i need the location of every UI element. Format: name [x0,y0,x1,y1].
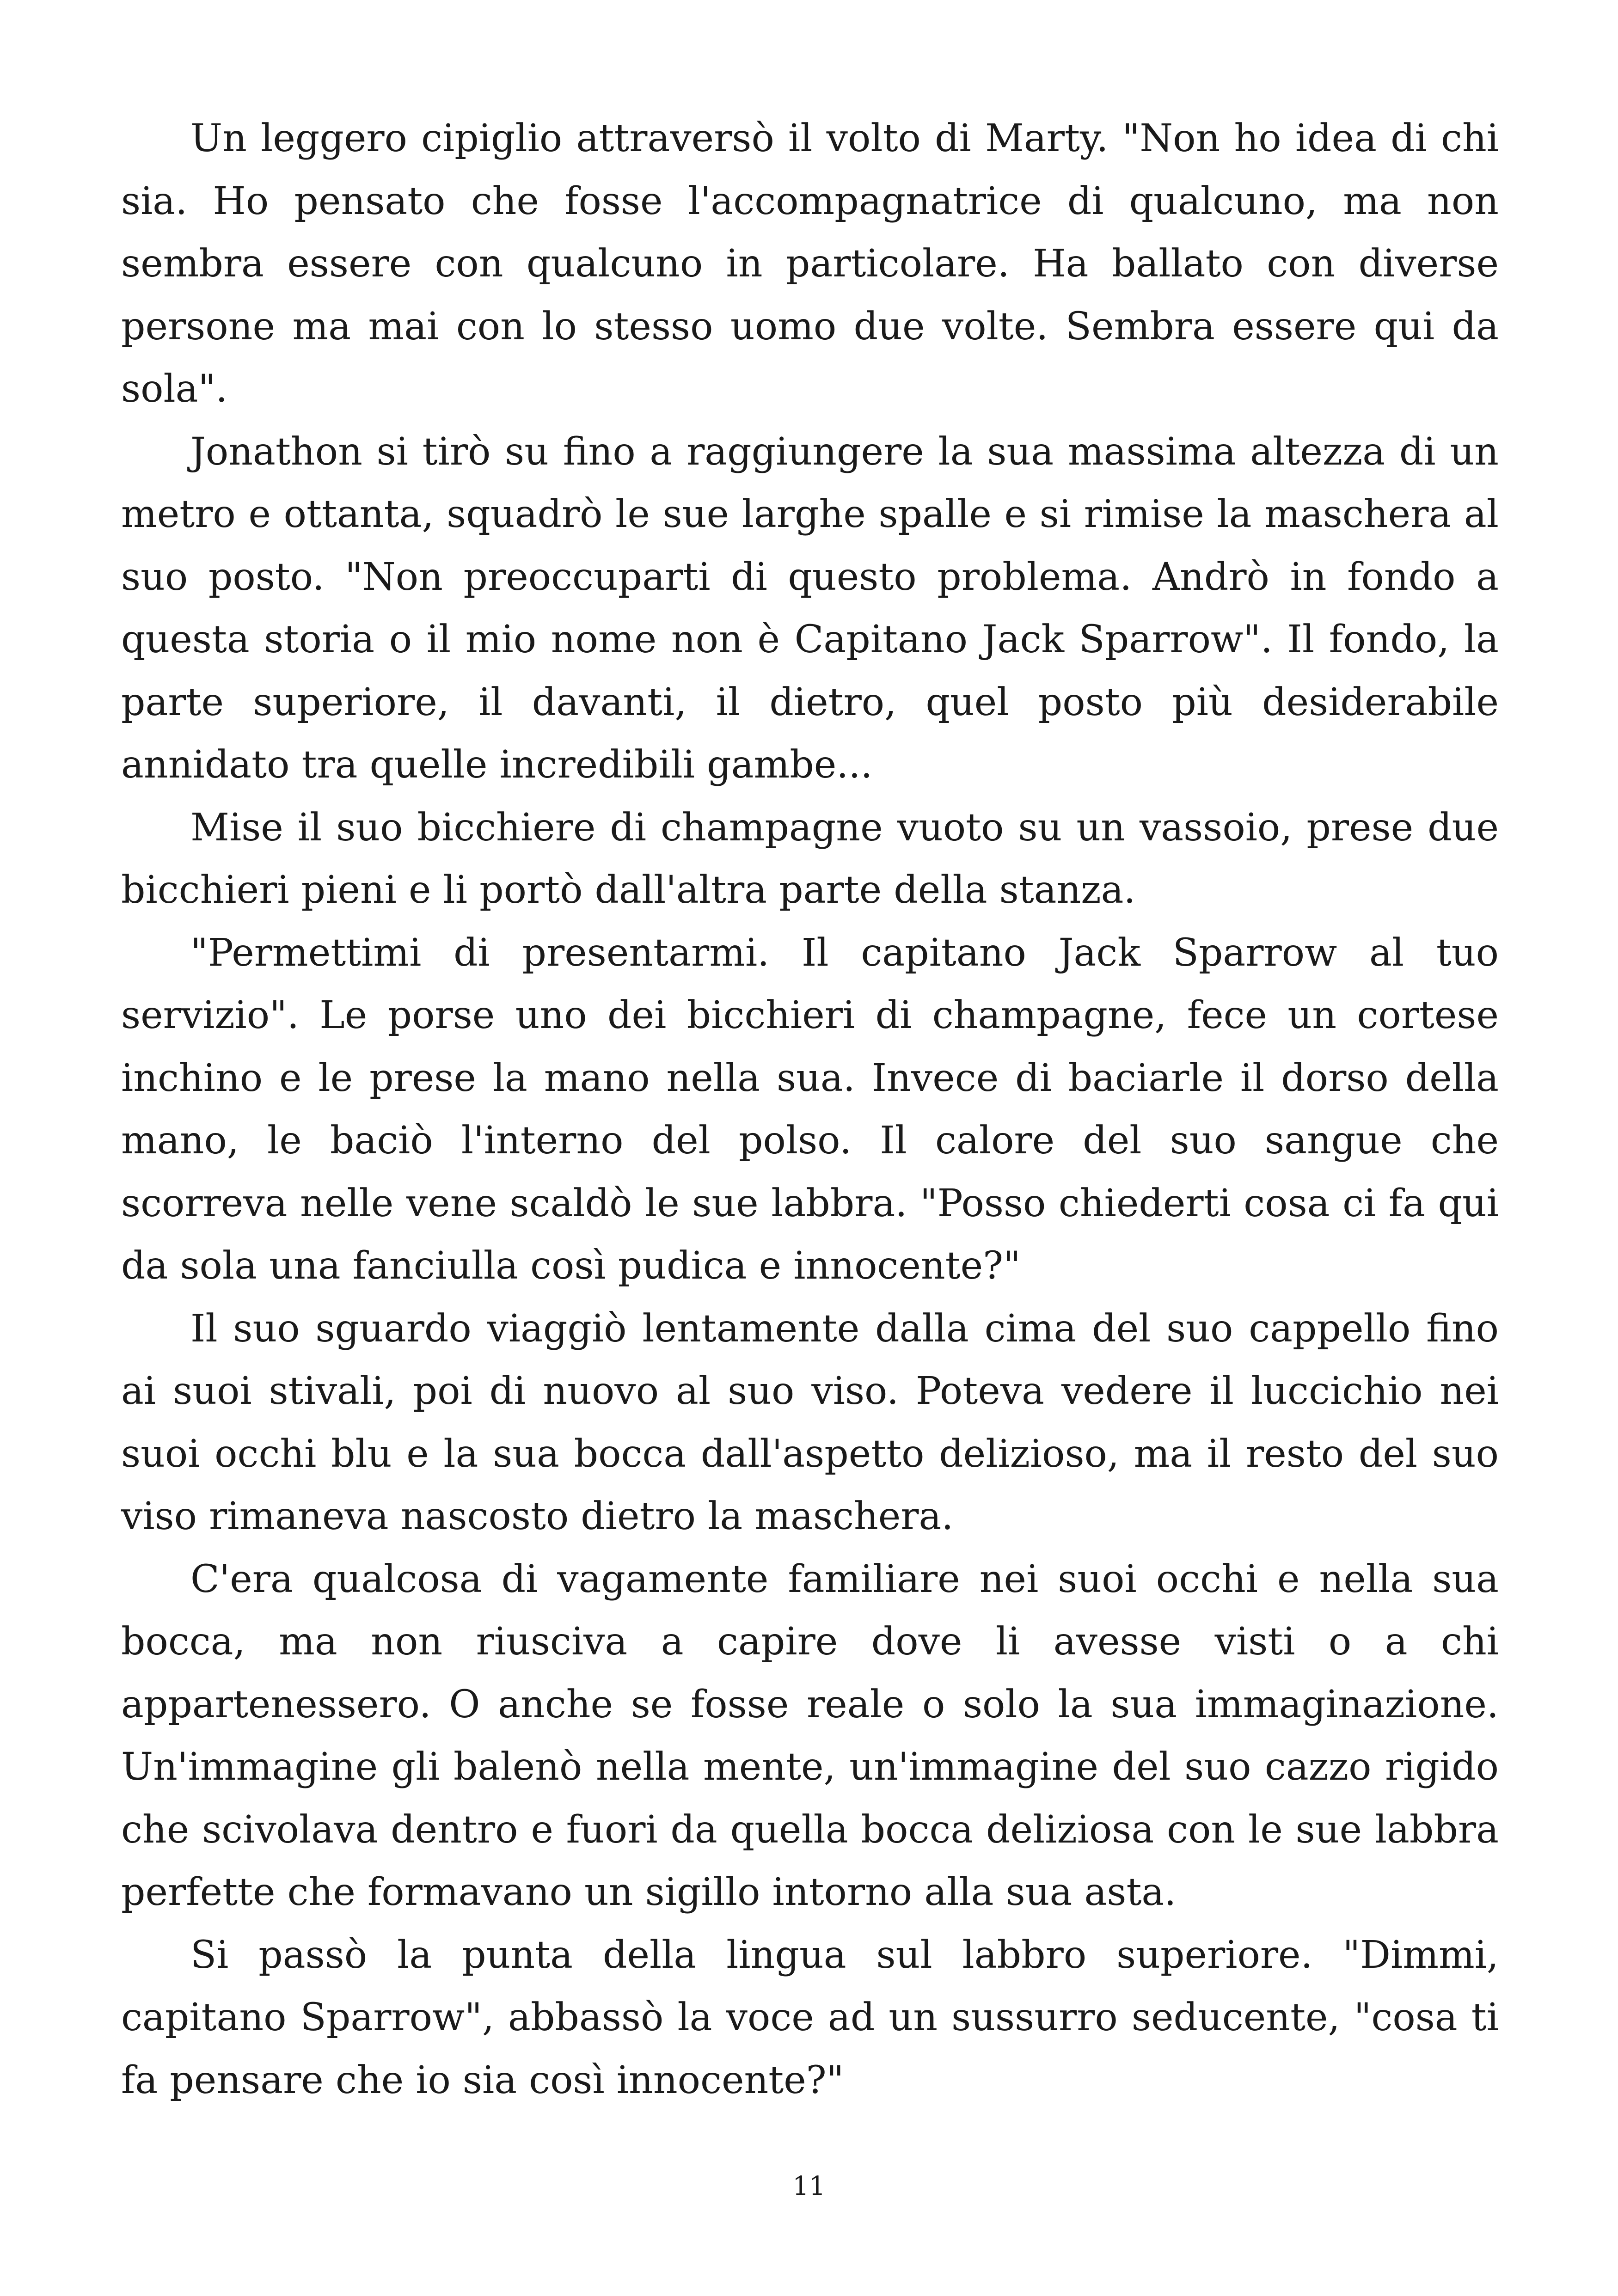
paragraph-7: Si passò la punta della lingua sul labbro superiore. "Dimmi, capitano Sparrow", abbassò la voce ad un sussurro seducente, "cosa ti fa pensare che io sia così innocente?" [121,1933,1499,2102]
body-text [121,107,1499,2112]
paragraph-4: "Permettimi di presentarmi. Il capitano Jack Sparrow al tuo servizio". Le porse uno dei bicchieri di champagne, fece un cortese inchino e le prese la mano nella sua. Invece di baciarle il dorso della mano, le baciò l'interno del polso. Il calore del suo sangue che scorreva nelle vene scaldò le sue labbra. "Posso chiederti cosa ci fa qui da sola una fanciulla così pudica e innocente?" [121,931,1499,1288]
paragraph-6: C'era qualcosa di vagamente familiare nei suoi occhi e nella sua bocca, ma non riusciva a capire dove li avesse visti o a chi appartenessero. O anche se fosse reale o solo la sua immaginazione. Un'immagine gli balenò nella mente, un'immagine del suo cazzo rigido che scivolava dentro e fuori da quella bocca deliziosa con le sue labbra perfette che formavano un sigillo intorno alla sua asta. [121,1557,1499,1914]
paragraph-5: Il suo sguardo viaggiò lentamente dalla cima del suo cappello fino ai suoi stivali, poi di nuovo al suo viso. Poteva vedere il luccichio nei suoi occhi blu e la sua bocca dall'aspetto delizioso, ma il resto del suo viso rimaneva nascosto dietro la maschera. [121,1306,1499,1538]
paragraph-3: Mise il suo bicchiere di champagne vuoto su un vassoio, prese due bicchieri pieni e li portò dall'altra parte della stanza. [121,805,1499,912]
paragraph-1: Un leggero cipiglio attraversò il volto di Marty. "Non ho idea di chi sia. Ho pensato che fosse l'accompagnatrice di qualcuno, ma non sembra essere con qualcuno in particolare. Ha ballato con diverse persone ma mai con lo stesso uomo due volte. Sembra essere qui da sola". [121,116,1499,411]
paragraph-2: Jonathon si tirò su fino a raggiungere la sua massima altezza di un metro e ottanta, squadrò le sue larghe spalle e si rimise la maschera al suo posto. "Non preoccuparti di questo problema. Andrò in fondo a questa storia o il mio nome non è Capitano Jack Sparrow". Il fondo, la parte superiore, il davanti, il dietro, quel posto più desiderabile annidato tra quelle incredibili gambe... [121,429,1499,787]
page-number: 11 [792,2171,826,2201]
